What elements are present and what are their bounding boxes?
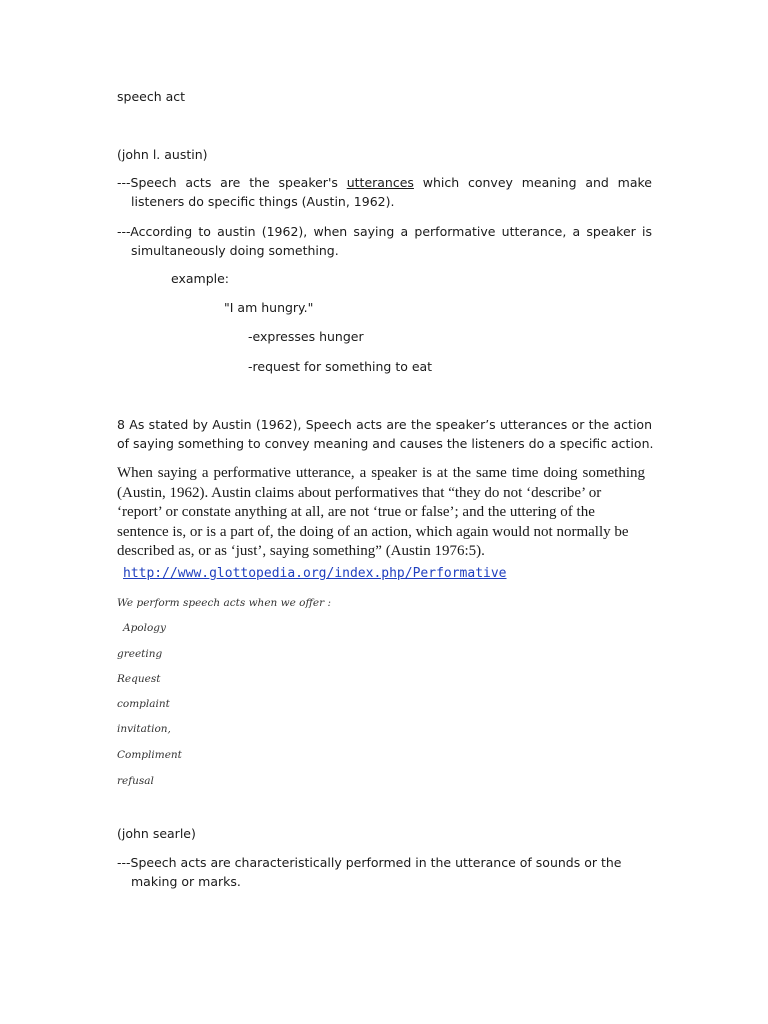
note-8-line-2: of saying something to convey meaning and causes the listeners do a specific action. bbox=[117, 436, 654, 451]
quote-line-4: sentence is, or is a part of, the doing of an action, which again would not normally be bbox=[117, 523, 629, 540]
example-item-2: -request for something to eat bbox=[248, 359, 433, 374]
offer-item-apology: Apology bbox=[123, 622, 166, 634]
example-quote: "I am hungry." bbox=[224, 300, 314, 315]
austin-paragraph-1 bbox=[117, 173, 652, 211]
quote-line-1: When saying a performative utterance, a speaker is at the same time doing something bbox=[117, 465, 645, 481]
quote-line-3: ‘report’ or constate anything at all, are not ‘true or false’; and the uttering of the bbox=[117, 504, 595, 520]
austin-heading: (john l. austin) bbox=[117, 147, 208, 162]
quote-paragraph bbox=[117, 464, 645, 562]
offer-item-compliment: Compliment bbox=[117, 749, 182, 761]
offer-intro: We perform speech acts when we offer : bbox=[117, 597, 332, 609]
searle-line-1: ---Speech acts are characteristically performed in the utterance of sounds or the bbox=[117, 855, 622, 870]
searle-line-2: making or marks. bbox=[131, 874, 241, 889]
note-8-paragraph bbox=[117, 415, 652, 453]
austin-p1-prefix: ---Speech acts are the speaker's bbox=[117, 175, 347, 190]
offer-item-request: Request bbox=[117, 673, 161, 685]
example-item-1: -expresses hunger bbox=[248, 329, 364, 344]
note-8-line-1: 8 As stated by Austin (1962), Speech acts are the speaker’s utterances or the action bbox=[117, 417, 652, 432]
austin-p2-line-1: ---According to austin (1962), when saying a performative utterance, a speaker is bbox=[117, 224, 652, 239]
quote-line-2: (Austin, 1962). Austin claims about performatives that “they do not ‘describe’ or bbox=[117, 484, 602, 501]
document-title: speech act bbox=[117, 89, 186, 104]
quote-line-5: described as, or as ‘just’, saying something” (Austin 1976:5). bbox=[117, 543, 485, 559]
offer-item-greeting: greeting bbox=[117, 648, 163, 660]
utterances-underlined: utterances bbox=[346, 175, 414, 190]
glottopedia-link[interactable]: http://www.glottopedia.org/index.php/Performative bbox=[123, 566, 507, 581]
example-label: example: bbox=[171, 271, 230, 286]
austin-paragraph-2 bbox=[117, 222, 652, 260]
searle-heading: (john searle) bbox=[117, 826, 196, 841]
offer-item-refusal: refusal bbox=[117, 775, 154, 787]
austin-p1-line-2: listeners do specific things (Austin, 1962). bbox=[131, 194, 395, 209]
austin-p1-suffix: which convey meaning and make bbox=[413, 175, 652, 190]
austin-p2-line-2: simultaneously doing something. bbox=[131, 243, 339, 258]
austin-p1-line-1 bbox=[117, 173, 652, 192]
offer-item-complaint: complaint bbox=[117, 698, 170, 710]
offer-item-invitation: invitation, bbox=[117, 723, 171, 735]
